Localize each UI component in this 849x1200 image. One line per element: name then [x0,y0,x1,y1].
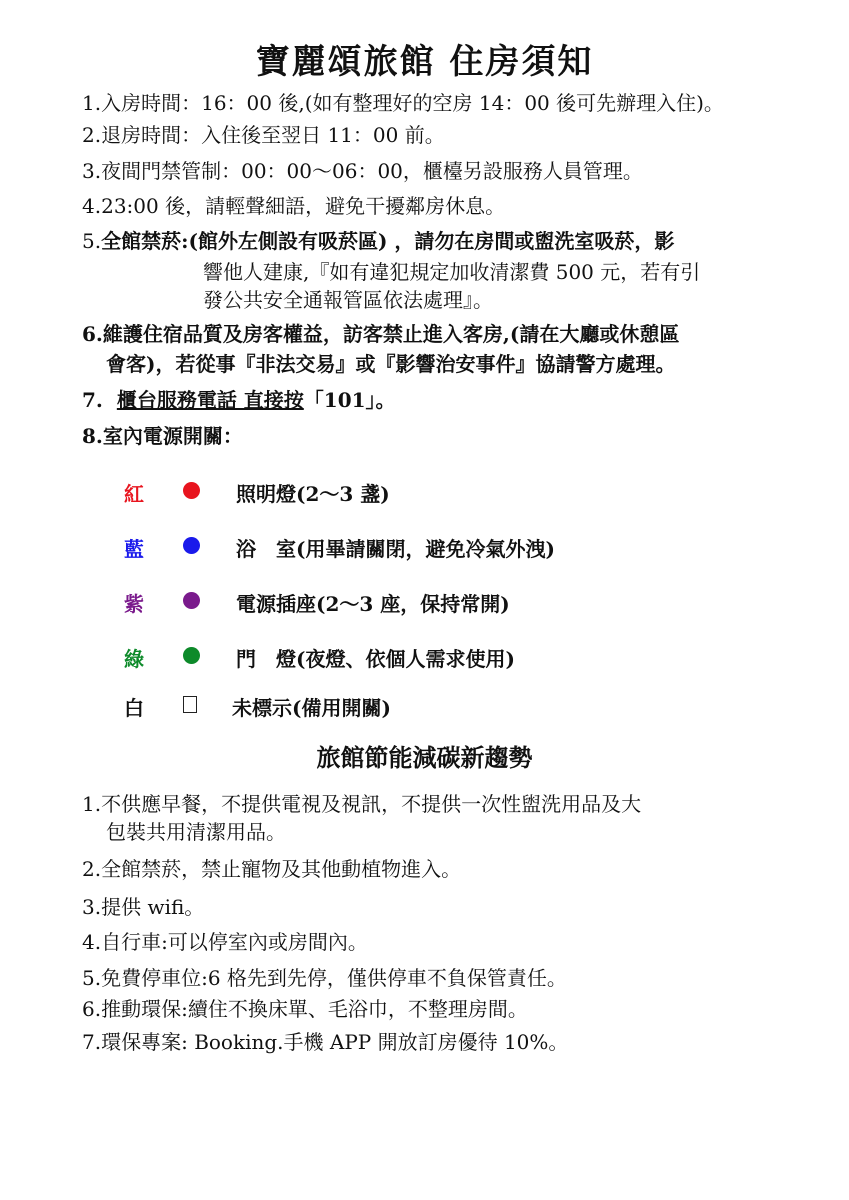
phone-number: 「101」。 [303,388,396,412]
switch-description: 電源插座(2～3 座，保持常開) [236,592,510,616]
rule-5 [82,229,674,253]
color-label: 白 [124,696,144,720]
green-item-1 [82,792,641,816]
rule-number: 6. [82,322,103,346]
rule-text: 23:00 後，請輕聲細語，避免干擾鄰房休息。 [101,194,506,218]
rule-number: 5. [82,229,102,253]
white-square-icon [183,696,197,713]
switch-description: 門 燈(夜燈、依個人需求使用) [236,647,515,671]
rule-6-continuation: 會客)，若從事『非法交易』或『影響治安事件』協請警方處理。 [106,352,676,376]
rule-number: 4. [82,194,102,218]
switch-description: 浴 室(用畢請關閉，避免冷氣外洩) [236,537,555,561]
green-item-1-continuation: 包裝共用清潔用品。 [106,820,286,844]
rule-text: (館外左側設有吸菸區) ，請勿在房間或盥洗室吸菸，影 [188,229,675,253]
green-item-5 [82,966,567,990]
color-label: 紫 [124,592,144,616]
rule-number: 8. [82,424,103,448]
item-number: 5. [82,966,102,990]
red-dot-icon [183,482,200,499]
item-text: 免費停車位:6 格先到先停，僅供停車不負保管責任。 [101,966,567,990]
blue-dot-icon [183,537,200,554]
green-item-3 [82,895,204,919]
rule-text: 入房時間：16：00 後,(如有整理好的空房 14：00 後可先辦理入住)。 [101,91,724,115]
rule-7 [82,388,396,412]
rule-number: 2. [82,123,102,147]
rule-5-continuation: 發公共安全通報管區依法處理』。 [203,288,493,312]
rule-3 [82,159,643,183]
rule-text: 維護住宿品質及房客權益，訪客禁止進入客房,(請在大廳或休憩區 [102,322,680,346]
rule-5-continuation: 響他人建康,『如有違犯規定加收清潔費 500 元，若有引 [203,260,701,284]
item-number: 6. [82,997,102,1021]
green-item-2 [82,857,461,881]
green-item-4 [82,930,368,954]
color-label: 藍 [124,537,144,561]
color-label: 紅 [124,482,144,506]
rule-number: 3. [82,159,102,183]
rule-8 [82,424,243,448]
green-dot-icon [183,647,200,664]
section-title: 旅館節能減碳新趨勢 [316,743,533,772]
item-number: 1. [82,792,102,816]
page-title: 寶麗頌旅館 住房須知 [255,42,594,82]
color-label: 綠 [124,647,144,671]
switch-description: 未標示(備用開關) [232,696,391,720]
switch-description: 照明燈(2～3 盞) [236,482,390,506]
item-text: 環保專案: Booking.手機 APP 開放訂房優待 10%。 [101,1030,569,1054]
green-item-6 [82,997,528,1021]
rule-text: 室內電源開關： [102,424,243,448]
purple-dot-icon [183,592,200,609]
item-number: 4. [82,930,102,954]
rule-4 [82,194,505,218]
item-number: 2. [82,857,102,881]
item-number: 3. [82,895,102,919]
rule-1 [82,91,724,115]
phone-label: 櫃台服務電話 直接按 [116,388,304,412]
rule-number: 7. [82,388,103,412]
rule-2 [82,123,445,147]
green-item-7 [82,1030,568,1054]
item-text: 自行車:可以停室內或房間內。 [101,930,368,954]
rule-number: 1. [82,91,102,115]
rule-text: 夜間門禁管制：00：00～06：00，櫃檯另設服務人員管理。 [101,159,643,183]
item-text: 提供 wifi。 [101,895,205,919]
item-number: 7. [82,1030,102,1054]
item-text: 不供應早餐，不提供電視及視訊，不提供一次性盥洗用品及大 [101,792,642,816]
item-text: 推動環保:續住不換床單、毛浴巾，不整理房間。 [101,997,528,1021]
item-text: 全館禁菸，禁止寵物及其他動植物進入。 [101,857,462,881]
rule-label: 全館禁菸: [101,229,189,253]
rule-6 [82,322,679,346]
rule-text: 退房時間：入住後至翌日 11：00 前。 [101,123,445,147]
